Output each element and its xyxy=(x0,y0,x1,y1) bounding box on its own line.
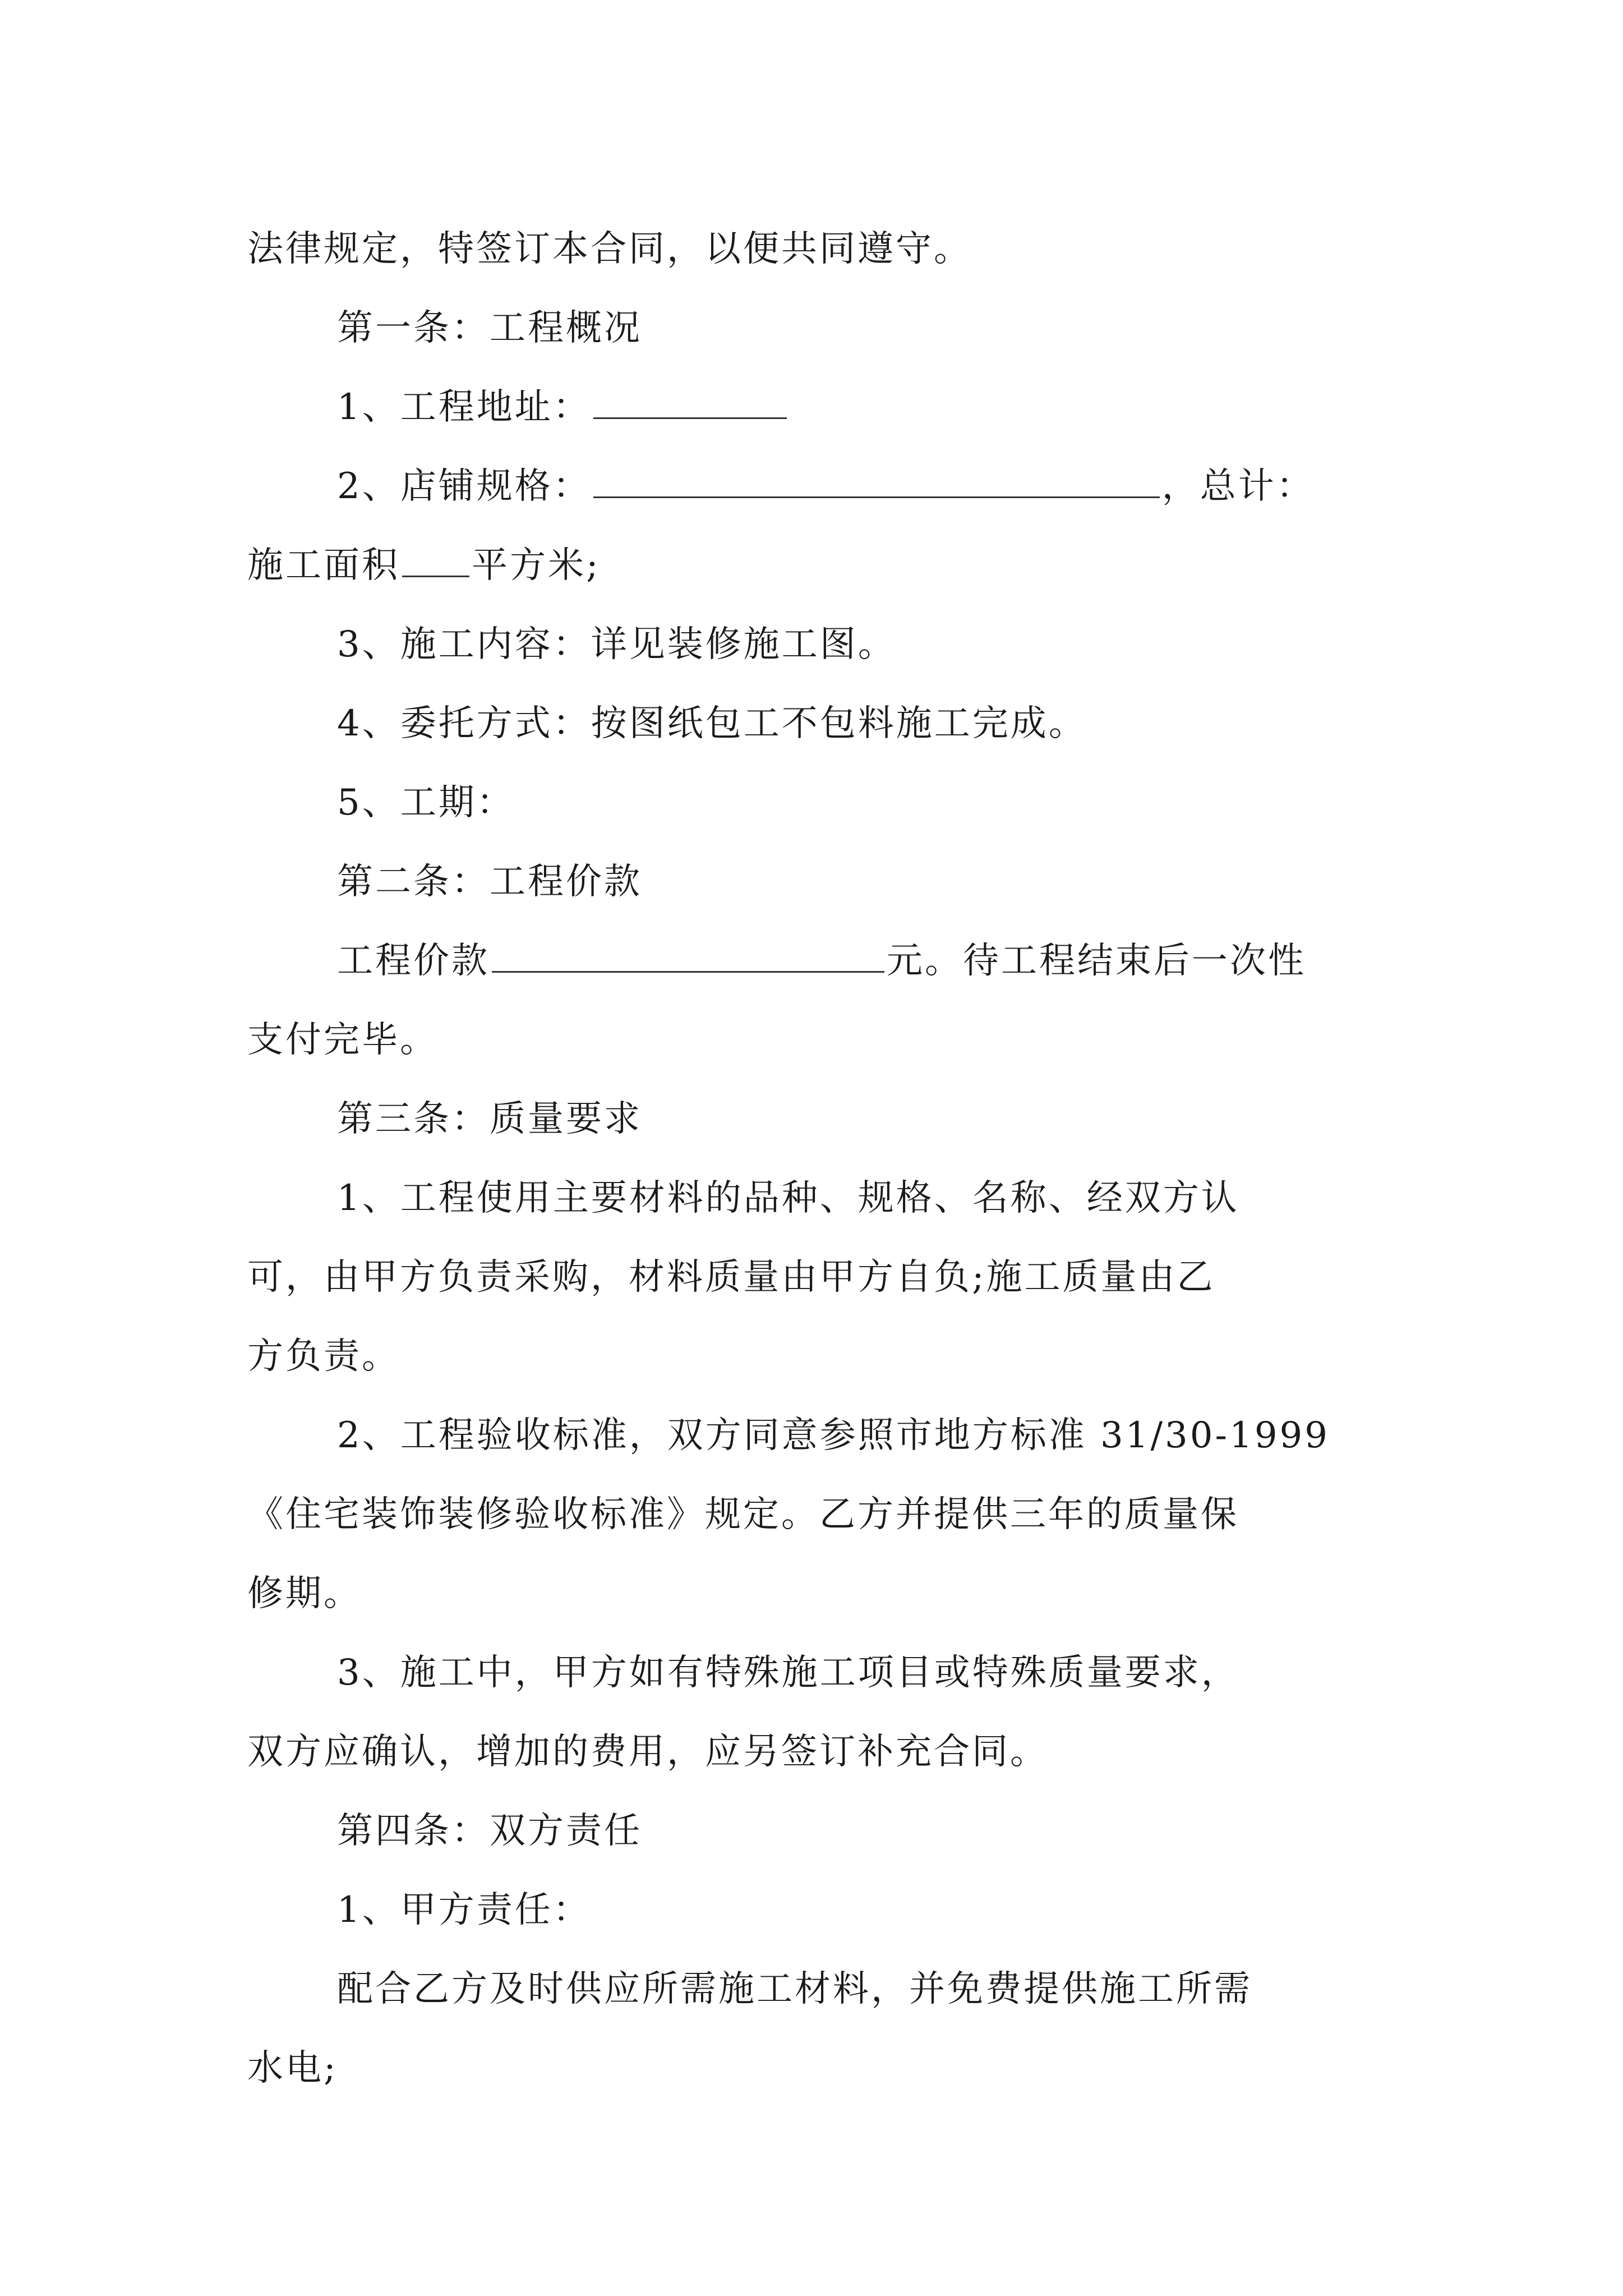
project-price-blank xyxy=(492,937,884,973)
party-a-responsibility-title: 1、甲方责任： xyxy=(337,1889,591,1931)
article-4-title: 第四条：双方责任 xyxy=(337,1810,642,1852)
article-2-title: 第二条：工程价款 xyxy=(337,861,642,903)
article-3-title: 第三条：质量要求 xyxy=(337,1098,642,1140)
project-price-line xyxy=(247,922,1386,1001)
project-address-line xyxy=(247,368,1386,447)
paragraph-line: 配合乙方及时供应所需施工材料，并免费提供施工所需 xyxy=(337,1968,1252,2010)
paragraph-line: 水电; xyxy=(247,2047,338,2089)
paragraph-line: 可，由甲方负责采购，材料质量由甲方自负;施工质量由乙 xyxy=(247,1257,1215,1298)
paragraph-line: 1、工程使用主要材料的品种、规格、名称、经双方认 xyxy=(337,1177,1239,1219)
construction-period-line: 5、工期： xyxy=(337,782,515,823)
document-body xyxy=(247,210,1386,2108)
paragraph-line: 3、施工中，甲方如有特殊施工项目或特殊质量要求， xyxy=(337,1652,1239,1694)
construction-area-blank xyxy=(402,542,469,577)
paragraph-line: 双方应确认，增加的费用，应另签订补充合同。 xyxy=(247,1731,1048,1773)
paragraph-line: 《住宅装饰装修验收标准》规定。乙方并提供三年的质量保 xyxy=(247,1494,1239,1535)
project-price-prefix: 工程价款 xyxy=(337,940,490,982)
construction-content-line: 3、施工内容：详见装修施工图。 xyxy=(337,624,896,665)
paragraph-line: 方负责。 xyxy=(247,1336,400,1377)
paragraph-line: 支付完毕。 xyxy=(247,1019,438,1061)
paragraph-line: 法律规定，特签订本合同，以便共同遵守。 xyxy=(247,228,972,270)
shop-spec-total: ，总计： xyxy=(1161,466,1315,507)
construction-area-suffix: 平方米; xyxy=(472,545,601,586)
construction-area-line xyxy=(247,526,1386,605)
paragraph-line: 修期。 xyxy=(247,1573,362,1614)
shop-spec-label: 2、店铺规格： xyxy=(337,466,591,507)
commission-mode-line: 4、委托方式：按图纸包工不包料施工完成。 xyxy=(337,703,1087,744)
article-1-title: 第一条：工程概况 xyxy=(337,307,642,349)
project-price-suffix: 元。待工程结束后一次性 xyxy=(887,940,1306,982)
project-address-blank xyxy=(593,384,787,419)
shop-spec-line xyxy=(247,447,1386,526)
shop-spec-blank xyxy=(593,463,1160,498)
project-address-label: 1、工程地址： xyxy=(337,386,591,428)
paragraph-line: 2、工程验收标准，双方同意参照市地方标准 31/30-1999 xyxy=(337,1415,1330,1456)
construction-area-prefix: 施工面积 xyxy=(247,545,400,586)
